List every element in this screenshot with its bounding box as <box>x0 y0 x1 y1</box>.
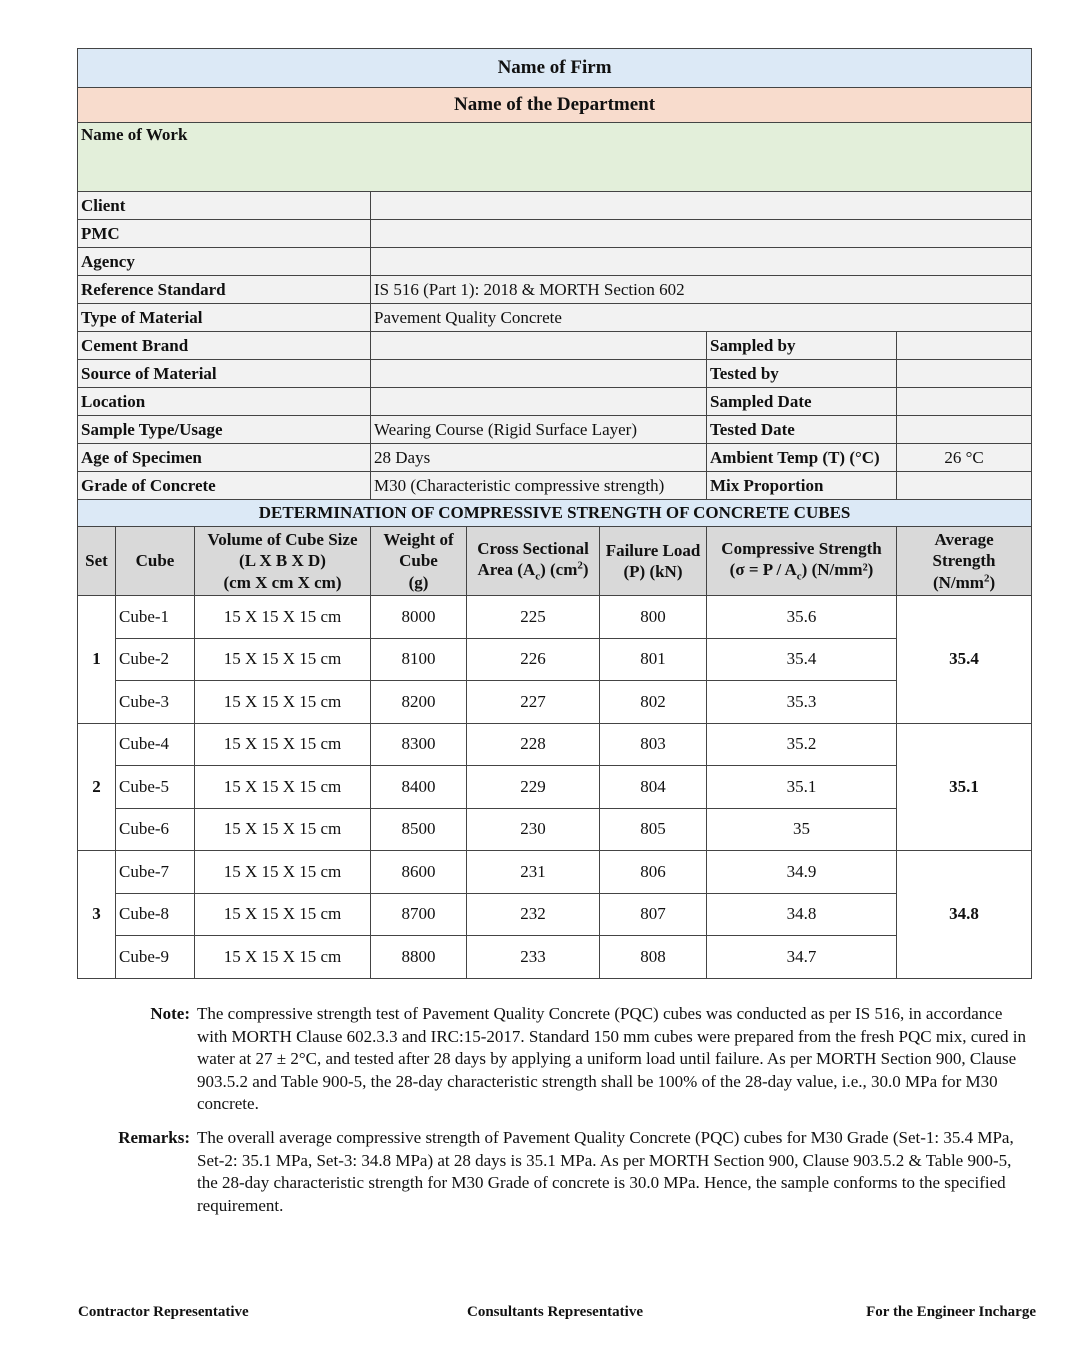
cube-weight: 8400 <box>371 766 467 809</box>
compressive-strength: 34.8 <box>707 893 897 936</box>
set-number: 3 <box>78 851 116 979</box>
cube-weight: 8800 <box>371 936 467 979</box>
cube-weight: 8600 <box>371 851 467 894</box>
location-value <box>371 388 707 416</box>
table-row <box>78 766 1032 809</box>
sampled-by-value <box>897 332 1032 360</box>
cube-weight: 8000 <box>371 596 467 639</box>
cube-weight: 8300 <box>371 723 467 766</box>
compressive-strength: 35 <box>707 808 897 851</box>
sampled-by-label: Sampled by <box>707 332 897 360</box>
cube-name: Cube-8 <box>116 893 195 936</box>
table-row <box>78 638 1032 681</box>
table-row <box>78 681 1032 724</box>
cube-name: Cube-7 <box>116 851 195 894</box>
cube-name: Cube-3 <box>116 681 195 724</box>
concrete-grade-label: Grade of Concrete <box>78 472 371 500</box>
mix-proportion-label: Mix Proportion <box>707 472 897 500</box>
cross-section-area: 228 <box>467 723 600 766</box>
cube-weight: 8200 <box>371 681 467 724</box>
remarks-text: The overall average compressive strength of Pavement Quality Concrete (PQC) cubes for M30 Grade (Set-1: 35.4 MPa, Set-2: 35.1 MPa, Set-3: 34.8 MPa) at 28 days is 35.1 MPa. As per MORTH Section 900, Clause 903.5.2 & Table 900-5, the 28-day characteristic strength for M30 Grade of concrete is 30.0 MPa. Hence, the sample conforms to the specified requirement. <box>197 1128 1014 1215</box>
cube-weight: 8700 <box>371 893 467 936</box>
table-row <box>78 596 1032 639</box>
compressive-strength: 35.6 <box>707 596 897 639</box>
specimen-age-label: Age of Specimen <box>78 444 371 472</box>
tested-date-value <box>897 416 1032 444</box>
failure-load: 806 <box>600 851 707 894</box>
col-volume: Volume of Cube Size (L X B X D) (cm X cm X cm) <box>195 527 371 596</box>
cement-brand-value <box>371 332 707 360</box>
note-label: Note: <box>150 1004 190 1023</box>
contractor-signature: Contractor Representative <box>78 1304 249 1320</box>
consultant-signature: Consultants Representative <box>467 1304 643 1320</box>
cube-name: Cube-5 <box>116 766 195 809</box>
sampled-date-label: Sampled Date <box>707 388 897 416</box>
cube-weight: 8100 <box>371 638 467 681</box>
table-row <box>78 936 1032 979</box>
failure-load: 801 <box>600 638 707 681</box>
tested-by-label: Tested by <box>707 360 897 388</box>
source-material-label: Source of Material <box>78 360 371 388</box>
col-set: Set <box>78 527 116 596</box>
cube-name: Cube-1 <box>116 596 195 639</box>
tested-by-value <box>897 360 1032 388</box>
cross-section-area: 231 <box>467 851 600 894</box>
cube-name: Cube-4 <box>116 723 195 766</box>
compressive-strength: 35.3 <box>707 681 897 724</box>
col-cube: Cube <box>116 527 195 596</box>
cross-section-area: 230 <box>467 808 600 851</box>
cube-name: Cube-2 <box>116 638 195 681</box>
material-type-value: Pavement Quality Concrete <box>371 304 1032 332</box>
client-value <box>371 192 1032 220</box>
table-row <box>78 808 1032 851</box>
col-load: Failure Load (P) (kN) <box>600 527 707 596</box>
col-average: Average Strength $(N/mm^2)$ <box>897 527 1032 596</box>
table-row <box>78 893 1032 936</box>
ambient-temp-value: 26 °C <box>897 444 1032 472</box>
compressive-strength: 34.9 <box>707 851 897 894</box>
cube-size: 15 X 15 X 15 cm <box>195 808 371 851</box>
location-label: Location <box>78 388 371 416</box>
compressive-strength: 35.4 <box>707 638 897 681</box>
sample-type-label: Sample Type/Usage <box>78 416 371 444</box>
specimen-age-value: 28 Days <box>371 444 707 472</box>
failure-load: 800 <box>600 596 707 639</box>
engineer-signature: For the Engineer Incharge <box>866 1304 1036 1320</box>
cube-name: Cube-9 <box>116 936 195 979</box>
section-title: DETERMINATION OF COMPRESSIVE STRENGTH OF CONCRETE CUBES <box>78 500 1032 527</box>
client-label: Client <box>78 192 371 220</box>
col-weight: Weight of Cube (g) <box>371 527 467 596</box>
cube-size: 15 X 15 X 15 cm <box>195 893 371 936</box>
failure-load: 804 <box>600 766 707 809</box>
column-header-row <box>78 527 1032 596</box>
failure-load: 807 <box>600 893 707 936</box>
source-material-value <box>371 360 707 388</box>
department-name: Name of the Department <box>78 88 1032 123</box>
compressive-strength: 34.7 <box>707 936 897 979</box>
average-strength: 35.4 <box>897 596 1032 724</box>
cube-size: 15 X 15 X 15 cm <box>195 851 371 894</box>
pmc-label: PMC <box>78 220 371 248</box>
test-report-table <box>77 48 1032 979</box>
cube-size: 15 X 15 X 15 cm <box>195 723 371 766</box>
cross-section-area: 225 <box>467 596 600 639</box>
material-type-label: Type of Material <box>78 304 371 332</box>
cube-weight: 8500 <box>371 808 467 851</box>
average-strength: 35.1 <box>897 723 1032 851</box>
firm-name: Name of Firm <box>78 49 1032 88</box>
cross-section-area: 227 <box>467 681 600 724</box>
agency-label: Agency <box>78 248 371 276</box>
work-name-label: Name of Work <box>78 123 1032 192</box>
cube-size: 15 X 15 X 15 cm <box>195 936 371 979</box>
pmc-value <box>371 220 1032 248</box>
table-row <box>78 723 1032 766</box>
cross-section-area: 226 <box>467 638 600 681</box>
failure-load: 808 <box>600 936 707 979</box>
col-area: Cross Sectional Area $(A_c)$ $(cm^2)$ <box>467 527 600 596</box>
cross-section-area: 232 <box>467 893 600 936</box>
table-row <box>78 851 1032 894</box>
cube-size: 15 X 15 X 15 cm <box>195 766 371 809</box>
tested-date-label: Tested Date <box>707 416 897 444</box>
cross-section-area: 229 <box>467 766 600 809</box>
cross-section-area: 233 <box>467 936 600 979</box>
failure-load: 802 <box>600 681 707 724</box>
agency-value <box>371 248 1032 276</box>
col-strength: Compressive Strength $(\sigma = P / A_c)$ (N/mm²) <box>707 527 897 596</box>
set-number: 2 <box>78 723 116 851</box>
reference-standard-label: Reference Standard <box>78 276 371 304</box>
ambient-temp-label: Ambient Temp (T) (°C) <box>707 444 897 472</box>
failure-load: 805 <box>600 808 707 851</box>
compressive-strength: 35.2 <box>707 723 897 766</box>
reference-standard-value: IS 516 (Part 1): 2018 & MORTH Section 602 <box>371 276 1032 304</box>
cube-size: 15 X 15 X 15 cm <box>195 681 371 724</box>
mix-proportion-value <box>897 472 1032 500</box>
sample-type-value: Wearing Course (Rigid Surface Layer) <box>371 416 707 444</box>
average-strength: 34.8 <box>897 851 1032 979</box>
cement-brand-label: Cement Brand <box>78 332 371 360</box>
failure-load: 803 <box>600 723 707 766</box>
cube-size: 15 X 15 X 15 cm <box>195 596 371 639</box>
note-text: The compressive strength test of Pavement Quality Concrete (PQC) cubes was conducted as per IS 516, in accordance with MORTH Clause 602.3.3 and IRC:15-2017. Standard 150 mm cubes were prepared from the fresh PQC mix, cured in water at 27 ± 2°C, and tested after 28 days by applying a uniform load until failure. As per MORTH Section 900, Clause 903.5.2 and Table 900-5, the 28-day characteristic strength shall be 100% of the 28-day value, i.e., 30.0 MPa for M30 concrete. <box>197 1004 1026 1113</box>
compressive-strength: 35.1 <box>707 766 897 809</box>
cube-size: 15 X 15 X 15 cm <box>195 638 371 681</box>
set-number: 1 <box>78 596 116 724</box>
sampled-date-value <box>897 388 1032 416</box>
cube-name: Cube-6 <box>116 808 195 851</box>
concrete-grade-value: M30 (Characteristic compressive strength) <box>371 472 707 500</box>
remarks-label: Remarks: <box>118 1128 190 1147</box>
